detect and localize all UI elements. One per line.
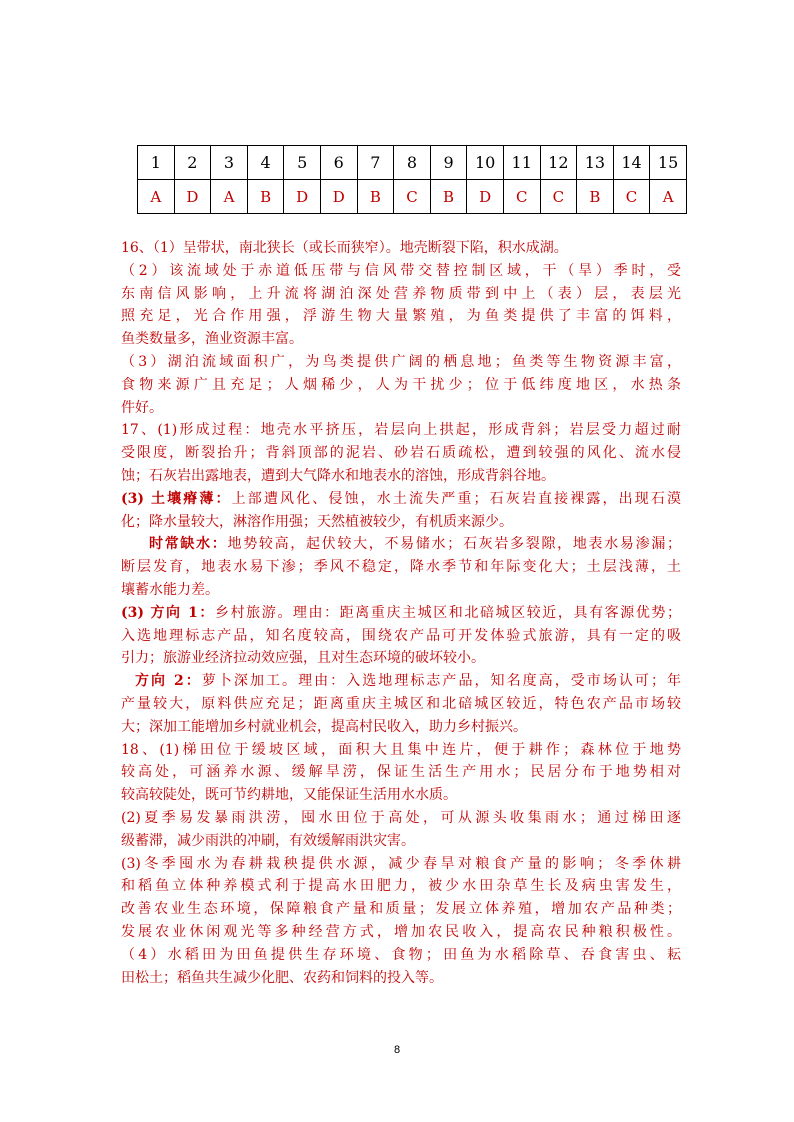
q18-line: 较高处，可涵养水源、缓解旱涝，保证生活生产用水；民居分布于地势相对: [121, 764, 681, 781]
q18-line: (3)冬季囤水为春耕栽秧提供水源，减少春旱对粮食产量的影响；冬季休耕: [121, 855, 681, 872]
q16-line: 鱼类数量多，渔业资源丰富。: [121, 331, 303, 348]
answer-cell: C: [394, 180, 431, 214]
q18-line: （4）水稻田为田鱼提供生存环境、食物；田鱼为水稻除草、吞食害虫、耘: [121, 946, 681, 963]
q16-line: （3）湖泊流域面积广，为鸟类提供广阔的栖息地；鱼类等生物资源丰富，: [121, 353, 681, 370]
answer-cell: B: [430, 180, 467, 214]
answer-cell: B: [577, 180, 614, 214]
q16-line: 照充足，光合作用强，浮游生物大量繁殖，为鱼类提供了丰富的饵料，: [121, 308, 681, 325]
question-number: 14: [613, 146, 650, 180]
q16-line: 16、（1）呈带状，南北狭长（或长而狭窄）。地壳断裂下陷，积水成湖。: [121, 240, 568, 256]
answer-cell: A: [650, 180, 687, 214]
answer-cell: B: [247, 180, 284, 214]
q17-text: 上部遭风化、侵蚀，水土流失严重；石灰岩直接裸露，出现石漠: [231, 490, 681, 507]
q18-line: 和稻鱼立体种养模式利于提高水田肥力，被少水田杂草生长及病虫害发生，: [121, 878, 681, 895]
page-number: 8: [393, 1044, 401, 1056]
question-number: 15: [650, 146, 687, 180]
answer-table: [137, 145, 687, 214]
q17-line: 大；深加工能增加乡村就业机会，提高村民收入，助力乡村振兴。: [121, 718, 527, 735]
q17-line: 断层发育，地表水易下渗；季风不稳定，降水季节和年际变化大；土层浅薄，土: [121, 559, 681, 576]
q17-line: 入选地理标志产品，知名度较高，围绕农产品可开发体验式旅游，具有一定的吸: [121, 627, 681, 644]
q16-line: 食物来源广且充足；人烟稀少，人为干扰少；位于低纬度地区，水热条: [121, 376, 681, 393]
question-number: 7: [357, 146, 394, 180]
question-number: 11: [503, 146, 540, 180]
answer-cell: D: [174, 180, 211, 214]
answer-cell: A: [211, 180, 248, 214]
q16-line: （2）该流域处于赤道低压带与信风带交替控制区域，干（旱）季时，受: [121, 262, 681, 279]
q18-line: 18、(1)梯田位于缓坡区域，面积大且集中连片，便于耕作；森林位于地势: [121, 741, 681, 758]
q17-text: 乡村旅游。理由：距离重庆主城区和北碚城区较近，具有客源优势；: [215, 604, 681, 621]
direction-2-heading: 方向 2：: [135, 673, 202, 690]
q17-text: 萝卜深加工。理由：入选地理标志产品，知名度高，受市场认可；年: [201, 673, 681, 690]
q17-line: [121, 533, 681, 556]
q17-line: 产量较大，原料供应充足；距离重庆主城区和北碚城区较近，特色农产品市场较: [121, 695, 681, 712]
question-number-row: [138, 146, 687, 180]
question-number: 3: [211, 146, 248, 180]
q17-line: [121, 488, 681, 511]
question-number: 12: [540, 146, 577, 180]
question-number: 4: [247, 146, 284, 180]
question-number: 5: [284, 146, 321, 180]
answer-cell: D: [284, 180, 321, 214]
question-number: 6: [320, 146, 357, 180]
question-number: 1: [138, 146, 175, 180]
q18-line: 改善农业生态环境，保障粮食产量和质量；发展立体养殖，增加农产品种类；: [121, 901, 681, 918]
q18-line: (2)夏季易发暴雨洪涝，囤水田位于高处，可从源头收集雨水；通过梯田逐: [121, 809, 681, 826]
answer-cell: B: [357, 180, 394, 214]
q17-line: 蚀；石灰岩出露地表，遭到大气降水和地表水的溶蚀，形成背斜谷地。: [121, 467, 555, 484]
soil-heading: (3) 土壤瘠薄：: [121, 490, 232, 507]
answer-cell: D: [320, 180, 357, 214]
q17-line: 化；降水量较大，淋溶作用强；天然植被较少，有机质来源少。: [121, 513, 513, 530]
q18-line: 田松土；稻鱼共生减少化肥、农药和饲料的投入等。: [121, 969, 443, 986]
question-number: 10: [467, 146, 504, 180]
q16-line: 东南信风影响，上升流将湖泊深处营养物质带到中上（表）层，表层光: [121, 285, 681, 302]
question-number: 8: [394, 146, 431, 180]
answer-explanations: [121, 237, 681, 989]
q17-line: 受限度，断裂抬升；背斜顶部的泥岩、砂岩石质疏松，遭到较强的风化、流水侵: [121, 445, 681, 462]
answer-cell: C: [613, 180, 650, 214]
question-number: 13: [577, 146, 614, 180]
q17-line: 引力；旅游业经济拉动效应强，且对生态环境的破坏较小。: [121, 650, 485, 667]
q18-line: 发展农业休闲观光等多种经营方式，增加农民收入，提高农民种粮积极性。: [121, 923, 681, 940]
answer-row: [138, 180, 687, 214]
q17-line: [121, 602, 681, 625]
answer-cell: A: [138, 180, 175, 214]
q18-line: 较高较陡处，既可节约耕地，又能保证生活用水水质。: [121, 787, 457, 804]
q16-line: 件好。: [121, 399, 163, 416]
q17-line: 壤蓄水能力差。: [121, 581, 219, 598]
water-heading: 时常缺水：: [149, 536, 228, 553]
question-number: 2: [174, 146, 211, 180]
answer-cell: C: [503, 180, 540, 214]
direction-1-heading: (3) 方向 1：: [121, 604, 215, 621]
answer-cell: D: [467, 180, 504, 214]
question-number: 9: [430, 146, 467, 180]
q17-text: 地势较高，起伏较大，不易储水；石灰岩多裂隙，地表水易渗漏；: [227, 536, 682, 553]
q17-line: [121, 670, 681, 693]
q17-line: 17、(1)形成过程：地壳水平挤压，岩层向上拱起，形成背斜；岩层受力超过耐: [121, 422, 681, 439]
answer-cell: C: [540, 180, 577, 214]
q18-line: 级蓄滞，减少雨洪的冲刷，有效缓解雨洪灾害。: [121, 832, 415, 849]
